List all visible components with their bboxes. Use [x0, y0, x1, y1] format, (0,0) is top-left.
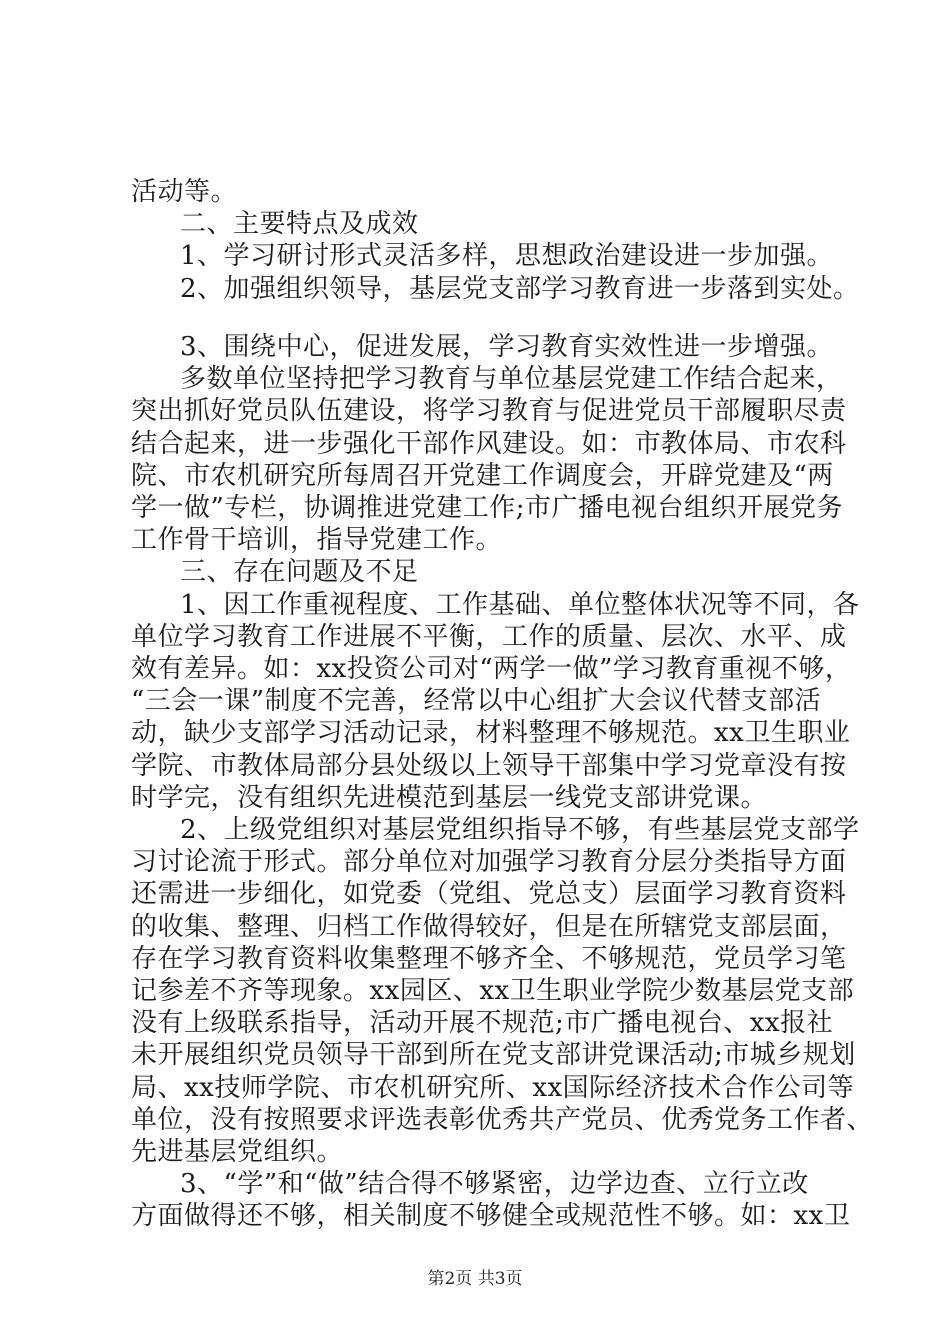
section-heading: 三、存在问题及不足 [180, 557, 419, 587]
paragraph-line: 还需进一步细化，如党委（党组、党总支）层面学习教育资料 [131, 879, 847, 909]
paragraph-line: 时学完，没有组织先进模范到基层一线党支部讲党课。 [131, 783, 768, 813]
paragraph-line: 先进基层党组织。 [131, 1137, 344, 1167]
paragraph-line: 单位学习教育工作进展不平衡，工作的质量、层次、水平、成 [131, 622, 847, 652]
paragraph-line: 没有上级联系指导，活动开展不规范;市广播电视台、xx报社 [131, 1008, 834, 1038]
paragraph-line: 突出抓好党员队伍建设，将学习教育与促进党员干部履职尽责 [131, 396, 847, 426]
paragraph-line: 存在学习教育资料收集整理不够齐全、不够规范，党员学习笔 [131, 944, 847, 974]
paragraph-line: 学院、市教体局部分县处级以上领导干部集中学习党章没有按 [131, 751, 847, 781]
paragraph-line: 3、“学”和“做”结合得不够紧密，边学边查、立行立改 [180, 1169, 809, 1199]
paragraph-line: 1、学习研讨形式灵活多样，思想政治建设进一步加强。 [180, 241, 834, 271]
paragraph-line: 效有差异。如：xx投资公司对“两学一做”学习教育重视不够， [131, 654, 852, 684]
section-heading: 二、主要特点及成效 [180, 209, 419, 239]
paragraph-line: 单位，没有按照要求评选表彰优秀共产党员、优秀党务工作者、 [131, 1105, 874, 1135]
paragraph-line: 工作骨干培训，指导党建工作。 [131, 525, 503, 555]
paragraph-line: 院、市农机研究所每周召开党建工作调度会，开辟党建及“两 [131, 461, 834, 491]
paragraph-line: 3、围绕中心，促进发展，学习教育实效性进一步增强。 [180, 332, 834, 362]
paragraph-line: 活动等。 [131, 177, 238, 207]
page-number-footer: 第2页 共3页 [427, 1269, 523, 1289]
paragraph-line: 局、xx技师学院、市农机研究所、xx国际经济技术合作公司等 [131, 1073, 855, 1103]
paragraph-line: 2、上级党组织对基层党组织指导不够，有些基层党支部学 [180, 815, 860, 845]
paragraph-line: 多数单位坚持把学习教育与单位基层党建工作结合起来， [180, 364, 843, 394]
paragraph-line: 动，缺少支部学习活动记录，材料整理不够规范。xx卫生职业 [131, 718, 851, 748]
paragraph-line: 1、因工作重视程度、工作基础、单位整体状况等不同，各 [180, 590, 860, 620]
paragraph-line: 2、加强组织领导，基层党支部学习教育进一步落到实处。 [180, 274, 860, 304]
paragraph-line: “三会一课”制度不完善，经常以中心组扩大会议代替支部活 [131, 686, 822, 716]
paragraph-line: 的收集、整理、归档工作做得较好，但是在所辖党支部层面， [131, 912, 847, 942]
paragraph-line: 记参差不齐等现象。xx园区、xx卫生职业学院少数基层党支部 [131, 976, 855, 1006]
paragraph-line: 结合起来，进一步强化干部作风建设。如：市教体局、市农科 [131, 429, 847, 459]
paragraph-line: 方面做得还不够，相关制度不够健全或规范性不够。如：xx卫 [131, 1201, 851, 1231]
paragraph-line: 学一做”专栏，协调推进党建工作;市广播电视台组织开展党务 [131, 493, 844, 523]
paragraph-line: 未开展组织党员领导干部到所在党支部讲党课活动;市城乡规划 [131, 1040, 856, 1070]
paragraph-line: 习讨论流于形式。部分单位对加强学习教育分层分类指导方面 [131, 847, 847, 877]
